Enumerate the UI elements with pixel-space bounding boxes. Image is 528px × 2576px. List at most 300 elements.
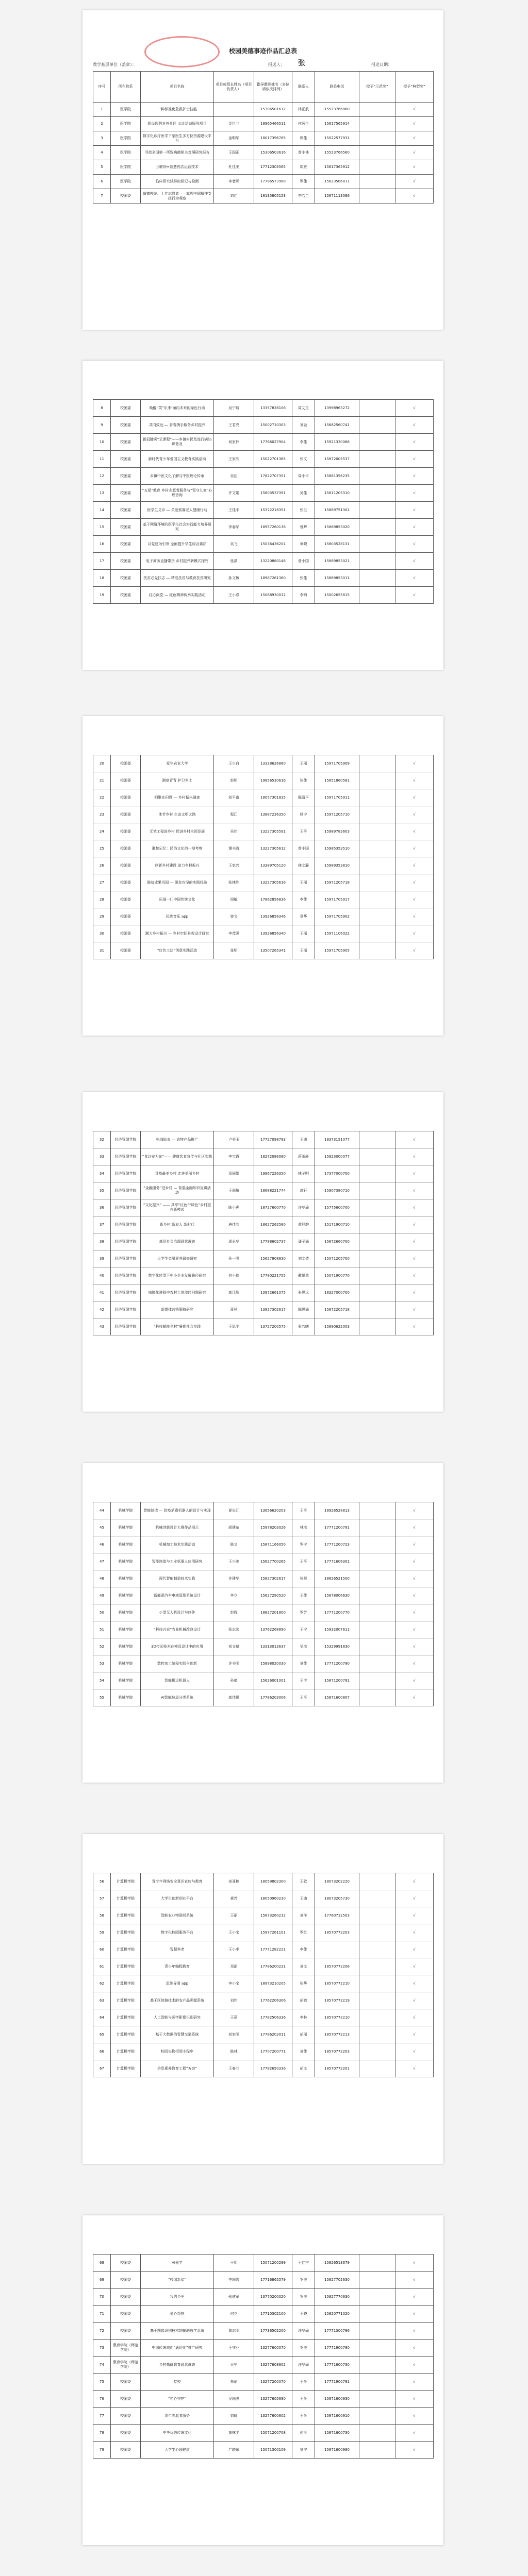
table-cell: 医学院 — [111, 175, 141, 189]
table-cell: 机械学院 — [111, 1553, 141, 1570]
table-cell: 智能制造与工业机器人应用研究 — [141, 1553, 214, 1570]
table-cell: 陈小虎 — [214, 1199, 254, 1216]
table-cell: 机械学院 — [111, 1536, 141, 1553]
table-cell: 13357838106 — [254, 400, 292, 417]
table-cell: 29 — [93, 908, 111, 925]
table-cell: 64 — [93, 2009, 111, 2026]
table-cell: 51 — [93, 1621, 111, 1638]
table-cell: 曾辉 — [292, 519, 315, 536]
table-cell: 基层社会治理现状调查 — [141, 1233, 214, 1250]
table-cell: 周小平 — [292, 468, 315, 485]
table-cell: 17771200723 — [315, 1536, 359, 1553]
table-cell: 吴国强 — [214, 2391, 254, 2408]
table-cell: 17760712503 — [315, 1907, 359, 1924]
table-cell: √ — [395, 103, 434, 117]
table-cell: 校团委 — [111, 925, 141, 942]
table-cell: 15775600700 — [315, 1199, 359, 1216]
table-row — [93, 1992, 434, 2009]
table-cell: “文化振兴” —— 共享“红色”“绿色”乡村振兴新模式 — [141, 1199, 214, 1216]
column-header: 序号 — [93, 72, 111, 103]
table-cell: 15071300109 — [254, 2442, 292, 2459]
table-cell: 李佳 — [292, 891, 315, 908]
table-cell: 机械学院 — [111, 1502, 141, 1519]
table-row — [93, 874, 434, 891]
table-cell: 医学院 — [111, 103, 141, 117]
table-cell: 15971205718 — [315, 874, 359, 891]
table-cell: √ — [395, 755, 434, 772]
table-cell: 湘大乡村振兴 — 乡村空间景观设计研究 — [141, 925, 214, 942]
table-cell: 赵明 — [214, 772, 254, 789]
table-row — [93, 587, 434, 604]
table-cell: 经济管理学院 — [111, 1131, 141, 1148]
table-cell: 李锦 — [292, 587, 315, 604]
table-cell: 15523766560 — [315, 146, 359, 160]
table-cell: 18050960230 — [254, 1890, 292, 1907]
table-cell: 高江辉 — [214, 1284, 254, 1301]
table-row — [93, 789, 434, 806]
table-cell: 党校 — [141, 2374, 214, 2391]
table-cell: 63 — [93, 1992, 111, 2009]
table-cell: 15827702630 — [315, 2272, 359, 2289]
table-cell: 18987261360 — [254, 570, 292, 587]
table-cell: 15071200299 — [254, 2255, 292, 2272]
table-cell: √ — [395, 1992, 434, 2009]
table-cell: 机械学院 — [111, 1621, 141, 1638]
table-row — [93, 1284, 434, 1301]
table-cell: 乡镇中医文化了解与中医理论传承 — [141, 468, 214, 485]
table-cell: 校团委 — [111, 2408, 141, 2425]
table-cell — [359, 2425, 395, 2442]
table-cell: 于明 — [214, 2255, 254, 2272]
table-cell: 30 — [93, 925, 111, 942]
table-cell: 11 — [93, 451, 111, 468]
table-cell: 校团委 — [111, 2374, 141, 2391]
table-cell: 15372218351 — [254, 502, 292, 519]
table-cell: 湘楚记忆：民俗文化的一项考察 — [141, 840, 214, 857]
table-cell: 校团委 — [111, 755, 141, 772]
table-cell: 数字化校园服务平台 — [141, 1924, 214, 1941]
table-cell: 刘文 — [292, 1958, 315, 1975]
table-cell: 7 — [93, 189, 111, 204]
table-cell — [359, 857, 395, 874]
table-cell: 18688221774 — [254, 1182, 292, 1199]
table-cell: 曾小国 — [292, 553, 315, 570]
table-cell: AI先学 — [141, 2255, 214, 2272]
table-cell — [359, 823, 395, 840]
table-cell: 34 — [93, 1165, 111, 1182]
table-cell: 青少年网络安全意识宣传与教育 — [141, 1873, 214, 1890]
column-header: 联系人 — [292, 72, 315, 103]
table-cell: 爱华农业大学 — [141, 755, 214, 772]
table-cell: 15627290520 — [254, 1587, 292, 1604]
table-cell: 13220880146 — [254, 553, 292, 570]
table-cell: √ — [395, 2357, 434, 2374]
table-cell: 我的乡里 — [141, 2289, 214, 2306]
table-cell — [359, 2306, 395, 2323]
document-title: 校园美德事迹作品汇总表 — [228, 47, 297, 55]
table-cell: 17716865579 — [254, 2272, 292, 2289]
table-cell: 18973210205 — [254, 1975, 292, 1992]
table-row — [93, 1621, 434, 1638]
table-cell: 9 — [93, 417, 111, 434]
table-cell: 66 — [93, 2043, 111, 2060]
table-cell: 15923000077 — [315, 1148, 359, 1165]
table-cell: 王小宝 — [214, 1924, 254, 1941]
table-row — [93, 1131, 434, 1148]
table-cell: 张洪 — [214, 553, 254, 570]
table-cell: 张悦 — [292, 1570, 315, 1587]
table-cell: 王丽 — [292, 925, 315, 942]
table-cell: √ — [395, 806, 434, 823]
table-cell: 15627808830 — [254, 1250, 292, 1267]
table-row — [93, 891, 434, 908]
table-cell: 王守业 — [214, 2340, 254, 2357]
table-cell: 王丽敏 — [214, 1182, 254, 1199]
table-cell: 52 — [93, 1638, 111, 1655]
table-cell: 15971205710 — [315, 806, 359, 823]
date-label: 报送日期： — [371, 62, 392, 67]
table-cell: 王平 — [292, 1553, 315, 1570]
table-cell: 15627700265 — [254, 1553, 292, 1570]
table-cell: 17786573988 — [254, 175, 292, 189]
table-cell: 经济管理学院 — [111, 1318, 141, 1335]
table-cell: 蒋秋 — [214, 1301, 254, 1318]
table-cell: √ — [395, 2289, 434, 2306]
table-cell — [359, 1284, 395, 1301]
table-cell: 计算机学院 — [111, 1992, 141, 2009]
table-cell: 王平 — [292, 823, 315, 840]
table-row — [93, 1182, 434, 1199]
table-cell: 校团委 — [111, 468, 141, 485]
table-cell: √ — [395, 502, 434, 519]
table-cell: 15873260212 — [254, 1907, 292, 1924]
table-cell — [359, 1958, 395, 1975]
table-cell: 15871600730 — [315, 2425, 359, 2442]
table-cell: 校团委 — [111, 502, 141, 519]
table-cell: 8 — [93, 400, 111, 417]
table-row — [93, 146, 434, 160]
table-cell: 15889853011 — [315, 570, 359, 587]
table-cell — [359, 2043, 395, 2060]
table-cell — [359, 2323, 395, 2340]
table-cell: 15022701365 — [254, 451, 292, 468]
table-cell — [359, 2442, 395, 2459]
table-cell: √ — [395, 2026, 434, 2043]
submission-table — [93, 755, 434, 959]
table-cell: 张文 — [292, 451, 315, 468]
table-cell: 湘草青青 护卫乡土 — [141, 772, 214, 789]
table-cell: √ — [395, 160, 434, 175]
table-row — [93, 908, 434, 925]
table-cell: 46 — [93, 1536, 111, 1553]
table-cell: √ — [395, 1131, 434, 1148]
table-cell: 67 — [93, 2060, 111, 2077]
table-cell: √ — [395, 1502, 434, 1519]
table-cell: 校团委 — [111, 942, 141, 959]
table-cell: 6 — [93, 175, 111, 189]
column-header: 项目或组长姓名（项目负责人） — [214, 72, 254, 103]
table-cell: 王欣 — [292, 1873, 315, 1890]
table-cell: 李佳 — [292, 434, 315, 451]
table-cell: 校团委 — [111, 789, 141, 806]
table-cell: √ — [395, 146, 434, 160]
table-row — [93, 1672, 434, 1689]
table-cell: 校团委 — [111, 451, 141, 468]
table-cell: 13656620203 — [254, 1502, 292, 1519]
table-cell: 信息素养教育工程“五进” — [141, 2060, 214, 2077]
table-cell: 张若曦 — [292, 1318, 315, 1335]
table-cell: √ — [395, 925, 434, 942]
table-row — [93, 1216, 434, 1233]
table-cell: 15306501612 — [254, 103, 292, 117]
table-cell: √ — [395, 2255, 434, 2272]
table-cell — [359, 1165, 395, 1182]
table-row — [93, 553, 434, 570]
table-cell: 15002655815 — [315, 587, 359, 604]
table-cell: 黄若 — [214, 1890, 254, 1907]
table-cell: 王冬 — [292, 2374, 315, 2391]
table-cell — [359, 1216, 395, 1233]
table-cell: √ — [395, 1301, 434, 1318]
table-cell: 45 — [93, 1519, 111, 1536]
table-cell: 13313013637 — [254, 1638, 292, 1655]
table-cell: 17786203006 — [254, 1689, 292, 1706]
table-cell: 13277605690 — [254, 2391, 292, 2408]
table-cell: 章晓 — [292, 536, 315, 553]
table-row — [93, 400, 434, 417]
document-page-1 — [82, 10, 443, 330]
document-page-7 — [82, 2215, 443, 2545]
table-cell — [359, 189, 395, 204]
table-cell: 15306503616 — [254, 146, 292, 160]
table-cell: 13227305616 — [254, 874, 292, 891]
table-cell: 17822707351 — [254, 468, 292, 485]
table-cell: 校团委 — [111, 823, 141, 840]
table-cell: 55 — [93, 1689, 111, 1706]
table-cell: 校团委 — [111, 485, 141, 502]
table-cell: √ — [395, 1655, 434, 1672]
table-cell — [359, 2357, 395, 2374]
table-cell: 15002710303 — [254, 417, 292, 434]
table-cell: 张志宏 — [214, 1621, 254, 1638]
table-cell — [359, 2009, 395, 2026]
table-cell: 脱贫成果巩固 — 脱贫攻坚的实践经验 — [141, 874, 214, 891]
table-cell: 15811205310 — [315, 485, 359, 502]
table-cell: 思维导图 app — [141, 1975, 214, 1992]
table-row — [93, 1250, 434, 1267]
contact-label: 报送人： — [268, 62, 285, 67]
table-cell: 吴宁瑜 — [214, 400, 254, 417]
table-row — [93, 755, 434, 772]
table-cell: “科技兴农”农业机械改良设计 — [141, 1621, 214, 1638]
table-cell: 3D打印技术在模具设计中的应用 — [141, 1638, 214, 1655]
table-row — [93, 1604, 434, 1621]
table-cell: 基于图像识别技术的辅助教学系统 — [141, 2323, 214, 2340]
table-cell: 刘亚楠 — [214, 1873, 254, 1890]
table-cell — [359, 1689, 395, 1706]
table-cell: 陈思涵 — [292, 1301, 315, 1318]
table-cell: √ — [395, 1975, 434, 1992]
table-cell: √ — [395, 1689, 434, 1706]
table-cell — [359, 417, 395, 434]
table-row — [93, 536, 434, 553]
table-cell: 18965466511 — [254, 117, 292, 131]
table-cell: 胡敏 — [292, 1992, 315, 2009]
table-cell: √ — [395, 451, 434, 468]
table-cell: 数控加工编程实践与创新 — [141, 1655, 214, 1672]
table-cell: 15971705902 — [315, 908, 359, 925]
table-cell — [359, 1519, 395, 1536]
table-cell: 18059802300 — [254, 1873, 292, 1890]
table-cell: 2 — [93, 117, 111, 131]
table-cell: 21 — [93, 772, 111, 789]
submission-table — [93, 1131, 434, 1335]
table-cell: 15871600807 — [315, 1689, 359, 1706]
table-cell: 罗芳 — [292, 1604, 315, 1621]
table-cell: 15871166050 — [254, 1536, 292, 1553]
table-cell: 17786200231 — [254, 1958, 292, 1975]
table-cell: 王佳 — [292, 1587, 315, 1604]
table-cell: 高轩 — [292, 1182, 315, 1199]
table-cell: 18570772203 — [315, 1924, 359, 1941]
table-row — [93, 2425, 434, 2442]
table-cell: 17771900780 — [315, 2340, 359, 2357]
table-cell: 王迪 — [292, 1131, 315, 1148]
table-cell: 医学院 — [111, 131, 141, 146]
table-cell — [359, 1638, 395, 1655]
table-cell: “校园新星” — [141, 2272, 214, 2289]
table-cell: 13328626860 — [254, 755, 292, 772]
table-cell: 智能搬运机器人 — [141, 1672, 214, 1689]
table-cell: 15071900770 — [315, 1267, 359, 1284]
table-cell: 王冬 — [292, 2408, 315, 2425]
table-row — [93, 1907, 434, 1924]
table-cell: “初心守护” — [141, 2391, 214, 2408]
table-cell: 李茂强 — [214, 925, 254, 942]
table-cell: 13277200070 — [254, 2374, 292, 2391]
table-cell: 校团委 — [111, 2272, 141, 2289]
table-cell: 王佳宇 — [214, 502, 254, 519]
table-cell: √ — [395, 189, 434, 204]
table-cell — [359, 1941, 395, 1958]
table-cell: 校团委 — [111, 857, 141, 874]
table-cell: 医学院 — [111, 160, 141, 175]
table-cell: 张思远 — [292, 1284, 315, 1301]
contact-signature: 张 — [298, 59, 305, 67]
table-cell: 张兰 — [292, 502, 315, 519]
table-cell: √ — [395, 485, 434, 502]
table-cell: 13227305591 — [254, 823, 292, 840]
table-cell: 17736502200 — [254, 2323, 292, 2340]
table-row — [93, 1570, 434, 1587]
table-cell: 吴宁 — [214, 2357, 254, 2374]
table-cell — [359, 942, 395, 959]
table-cell: 校团委 — [111, 2306, 141, 2323]
table-cell — [359, 1553, 395, 1570]
table-cell — [359, 789, 395, 806]
table-row — [93, 1924, 434, 1941]
table-cell: √ — [395, 1587, 434, 1604]
table-cell: 罗红 — [292, 1924, 315, 1941]
table-cell: 王家兴 — [214, 857, 254, 874]
table-cell — [359, 2391, 395, 2408]
table-cell: 经济管理学院 — [111, 1199, 141, 1216]
table-cell — [359, 2340, 395, 2357]
table-cell: 机械学院 — [111, 1655, 141, 1672]
table-cell: 19967226350 — [254, 1165, 292, 1182]
table-cell: 15682560741 — [315, 417, 359, 434]
table-cell: 计算机学院 — [111, 1873, 141, 1890]
table-cell: 经济管理学院 — [111, 1284, 141, 1301]
table-cell: 电商助农 — 农特产品推广 — [141, 1131, 214, 1148]
table-cell: 75 — [93, 2374, 111, 2391]
table-cell: 13727200575 — [254, 1318, 292, 1335]
table-cell: 17727098793 — [254, 1131, 292, 1148]
table-cell: 15022577931 — [315, 131, 359, 146]
table-cell: 机械学院 — [111, 1570, 141, 1587]
table-cell: 张明 — [214, 942, 254, 959]
table-cell: 张佳 — [292, 570, 315, 587]
table-cell: √ — [395, 1182, 434, 1199]
table-cell: 卢美玉 — [214, 1131, 254, 1148]
table-cell: 数字化转型下中小企业发展路径研究 — [141, 1267, 214, 1284]
table-cell: √ — [395, 908, 434, 925]
table-cell: 智慧养老 — [141, 1941, 214, 1958]
table-cell: 15890622003 — [315, 1318, 359, 1335]
table-cell: 经济管理学院 — [111, 1216, 141, 1233]
table-cell: √ — [395, 1941, 434, 1958]
table-cell: 1 — [93, 103, 111, 117]
table-row — [93, 2009, 434, 2026]
table-cell: 18327000700 — [315, 1284, 359, 1301]
table-cell: √ — [395, 823, 434, 840]
table-cell: 17771900791 — [315, 2374, 359, 2391]
table-row — [93, 1587, 434, 1604]
table-cell — [359, 570, 395, 587]
table-cell: 王丽 — [292, 755, 315, 772]
table-cell: 王小春 — [214, 587, 254, 604]
table-cell — [359, 772, 395, 789]
table-cell: √ — [395, 536, 434, 553]
table-cell — [359, 536, 395, 553]
table-cell: 孙文敏 — [214, 570, 254, 587]
table-cell: 17766027904 — [254, 434, 292, 451]
table-cell: 现代智能制造技术实践 — [141, 1570, 214, 1587]
table-cell: √ — [395, 1638, 434, 1655]
table-cell: 17762206306 — [254, 1992, 292, 2009]
table-cell: √ — [395, 1267, 434, 1284]
table-cell: 曾小林 — [292, 146, 315, 160]
table-cell: 杨宁 — [292, 806, 315, 823]
table-cell: 人工智能与医学影像识别研究 — [141, 2009, 214, 2026]
table-cell — [359, 1301, 395, 1318]
table-cell: 28 — [93, 891, 111, 908]
table-cell: 36 — [93, 1199, 111, 1216]
table-cell — [359, 1250, 395, 1267]
table-cell: 13998963272 — [315, 400, 359, 417]
table-cell: 18570772206 — [315, 1958, 359, 1975]
table-cell: 胡文 — [292, 2060, 315, 2077]
table-cell: 15803528131 — [315, 536, 359, 553]
table-cell: √ — [395, 1250, 434, 1267]
table-cell: 17788602737 — [254, 1233, 292, 1250]
table-cell: 19856530616 — [254, 772, 292, 789]
table-cell: 林杰 — [292, 1519, 315, 1536]
table-cell: AI智能垃圾分类系统 — [141, 1689, 214, 1706]
table-cell: 医学院 — [111, 146, 141, 160]
table-cell: 5 — [93, 160, 111, 175]
table-cell: 15871200791 — [315, 1672, 359, 1689]
